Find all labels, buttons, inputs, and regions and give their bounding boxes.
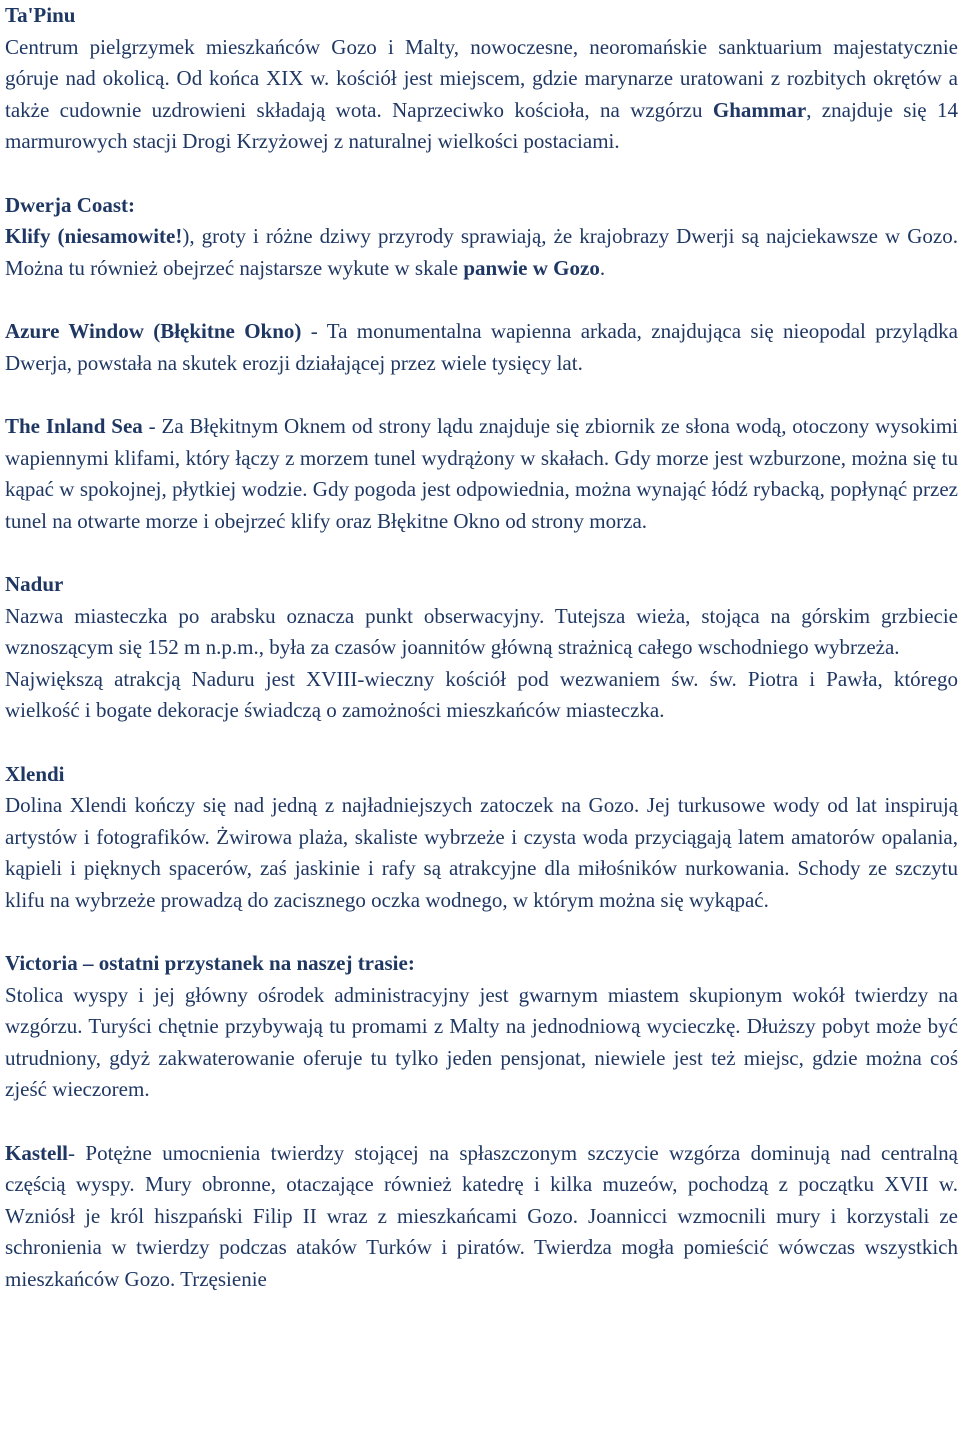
- section-ta-pinu: [5, 0, 958, 158]
- azure-window-bold-title: Azure Window (Błękitne Okno): [5, 319, 302, 343]
- dwerja-text-part2: .: [599, 255, 606, 280]
- section-kastell: [5, 1138, 958, 1296]
- spacer: [5, 916, 958, 948]
- kastell-text: - Potężne umocnienia twierdzy stojącej na spłaszczonym szczycie wzgórza dominują nad centralną częścią wyspy. Mury obronne, otaczające również katedrę i kilka muzeów, pochodzą z początku XVII w. Wzniósł je król hiszpański Filip II wraz z mieszkańcami Gozo. Joannicci wzmocnili mury i korzystali ze schronienia w twierdzy podczas ataków Turków i piratów. Twierdza mogła pomieścić wówczas wszystkich mieszkańców Gozo. Trzęsienie: [5, 1140, 958, 1291]
- section-title-ta-pinu: Ta'Pinu: [5, 3, 76, 27]
- section-dwerja: [5, 190, 958, 285]
- inland-sea-text: - Za Błękitnym Oknem od strony lądu znajduje się zbiornik ze słona wodą, otoczony wysokimi wapiennymi klifami, który łączy z morzem tunel wydrążony w skałach. Gdy morze jest wzburzone, można się tu kąpać w spokojnej, płytkiej wodzie. Gdy pogoda jest odpowiednia, można wynająć łódź rybacką, popłynąć przez tunel na otwarte morze i obejrzeć klify oraz Błękitne Okno od strony morza.: [5, 414, 958, 533]
- dwerja-bold-panwie: panwie w Gozo: [463, 255, 600, 280]
- spacer: [5, 537, 958, 569]
- section-text-victoria: Stolica wyspy i jej główny ośrodek administracyjny jest gwarnym miastem skupionym wokół twierdzy na wzgórzu. Turyści chętnie przybywają tu promami z Malty na jednodniową wycieczkę. Dłuższy pobyt może być utrudniony, gdyż zakwaterowanie oferuje tu tylko jeden pensjonat, niewiele jest też miejsc, gdzie można coś zjeść wieczorem.: [5, 982, 958, 1101]
- section-text-dwerja: [5, 221, 958, 284]
- section-title-victoria: Victoria – ostatni przystanek na naszej trasie:: [5, 951, 415, 975]
- section-text-inland-sea: [5, 411, 958, 537]
- section-inland-sea: [5, 411, 958, 537]
- inland-sea-bold-title: The Inland Sea: [5, 414, 143, 438]
- spacer: [5, 1106, 958, 1138]
- azure-window-text: - Ta monumentalna wapienna arkada, znajdująca się nieopodal przylądka Dwerja, powstała na skutek erozji działającej przez wiele tysięcy lat.: [5, 319, 958, 375]
- spacer: [5, 727, 958, 759]
- kastell-bold-title: Kastell: [5, 1140, 68, 1165]
- section-azure-window: [5, 316, 958, 379]
- section-title-dwerja: Dwerja Coast:: [5, 192, 136, 217]
- section-xlendi: [5, 759, 958, 917]
- section-text-azure-window: [5, 316, 958, 379]
- spacer: [5, 379, 958, 411]
- section-text-kastell: [5, 1138, 958, 1296]
- section-text-ta-pinu: [5, 32, 958, 158]
- ta-pinu-text-part2: , znajduje się 14 marmurowych stacji Drogi Krzyżowej z naturalnej wielkości postaciami.: [5, 97, 958, 153]
- dwerja-text-part1: ), groty i różne dziwy przyrody sprawiają, że krajobrazy Dwerji są najciekawsze w Gozo. Można tu również obejrzeć najstarsze wykute w skale: [5, 224, 959, 280]
- spacer: [5, 158, 958, 190]
- section-nadur: [5, 569, 958, 727]
- section-victoria: [5, 948, 958, 1106]
- section-text-xlendi: Dolina Xlendi kończy się nad jedną z najładniejszych zatoczek na Gozo. Jej turkusowe wody od lat inspirują artystów i fotografików. Żwirowa plaża, skaliste wybrzeże i czysta woda przyciągają latem amatorów opalania, kąpieli i pięknych spacerów, zaś jaskinie i rafy są atrakcyjne dla miłośników nurkowania. Schody ze szczytu klifu na wybrzeże prowadzą do zacisznego oczka wodnego, w którym można się wykąpać.: [5, 793, 958, 912]
- section-text-nadur-1: Nazwa miasteczka po arabsku oznacza punkt obserwacyjny. Tutejsza wieża, stojąca na górskim grzbiecie wznoszącym się 152 m n.p.m., była za czasów joannitów główną strażnicą całego wschodniego wybrzeża.: [5, 603, 958, 659]
- dwerja-bold-klify: Klify (niesamowite!: [5, 224, 183, 248]
- section-text-nadur-2: Największą atrakcją Naduru jest XVIII-wieczny kościół pod wezwaniem św. św. Piotra i Pawła, którego wielkość i bogate dekoracje świadczą o zamożności mieszkańców miasteczka.: [5, 666, 958, 722]
- section-title-nadur: Nadur: [5, 572, 64, 596]
- section-title-xlendi: Xlendi: [5, 761, 65, 786]
- ta-pinu-bold-ghammar: Ghammar: [712, 97, 807, 122]
- spacer: [5, 284, 958, 316]
- ta-pinu-text-part1: Centrum pielgrzymek mieszkańców Gozo i Malty, nowoczesne, neoromańskie sanktuarium majestatycznie góruje nad okolicą. Od końca XIX w. kościół jest miejscem, gdzie marynarze uratowani z rozbitych okrętów a także cudownie uzdrowieni składają wota. Naprzeciwko kościoła, na wzgórzu: [5, 34, 958, 122]
